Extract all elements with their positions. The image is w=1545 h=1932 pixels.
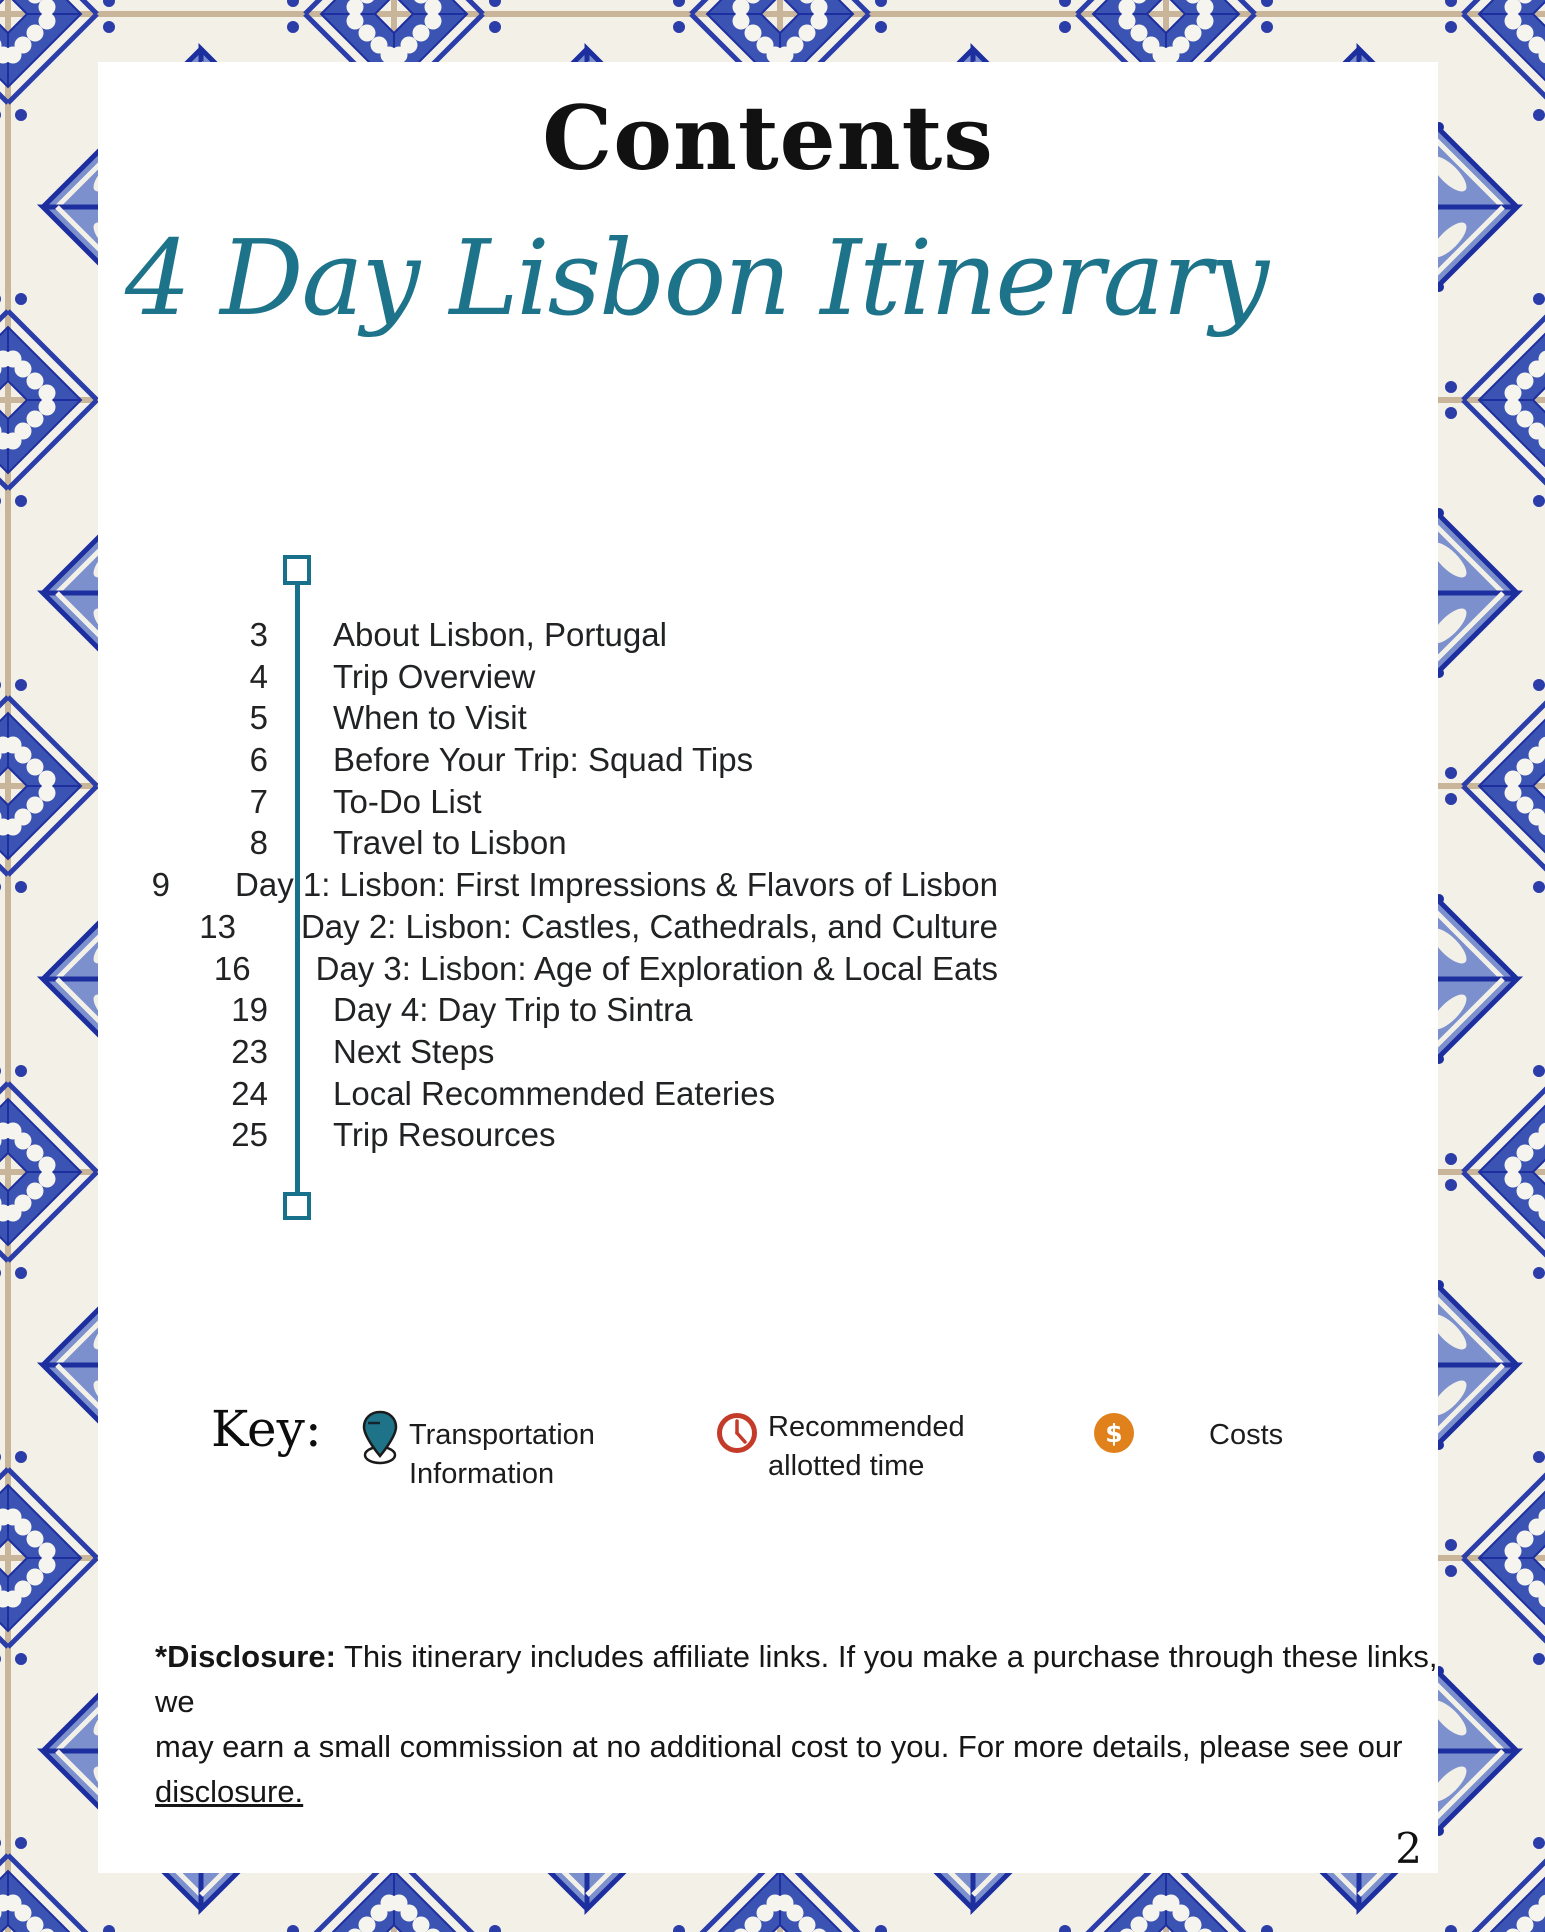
toc-page-number: 5: [249, 699, 268, 737]
toc-row: [98, 739, 998, 781]
toc-row: [98, 1073, 998, 1115]
disclosure-bold-prefix: *Disclosure:: [155, 1639, 336, 1674]
toc-page-number: 24: [231, 1074, 268, 1112]
dollar-icon: [1093, 1412, 1135, 1454]
toc-entry-label: To-Do List: [333, 782, 482, 820]
toc-row: [98, 697, 998, 739]
toc-page-number: 25: [231, 1116, 268, 1154]
toc-page-number: 4: [249, 657, 268, 695]
toc-row: [98, 781, 998, 823]
toc-page-number: 3: [249, 616, 268, 653]
toc-entry-label: Day 4: Day Trip to Sintra: [333, 991, 693, 1029]
content-panel: [98, 62, 1438, 1873]
toc-page-number: 8: [249, 824, 268, 862]
toc-entry-label: When to Visit: [333, 699, 527, 737]
toc-row: [98, 864, 998, 906]
toc-entry-label: Trip Resources: [333, 1116, 556, 1154]
toc-entry-label: Local Recommended Eateries: [333, 1074, 776, 1112]
toc-line-top-square: [283, 555, 311, 585]
key-label-line: Recommended: [768, 1411, 965, 1443]
key-label-line: Transportation: [409, 1419, 595, 1451]
clock-icon: [716, 1412, 758, 1454]
disclosure-link[interactable]: disclosure.: [155, 1774, 304, 1809]
toc-entry-label: Travel to Lisbon: [333, 824, 567, 862]
toc-row: [98, 822, 998, 864]
toc-entry-label: Trip Overview: [333, 657, 536, 695]
toc-page-number: 13: [199, 907, 236, 945]
key-heading: Key:: [211, 1400, 322, 1458]
toc-row: [98, 948, 998, 990]
disclosure-line1: This itinerary includes affiliate links. If you make a purchase through these links, we: [155, 1639, 1438, 1719]
toc-page-number: 19: [231, 991, 268, 1029]
toc-entry-label: About Lisbon, Portugal: [333, 616, 667, 653]
key-label-line: Costs: [1209, 1419, 1284, 1451]
toc-entry-label: Day 1: Lisbon: First Impressions & Flavors of Lisbon: [235, 866, 998, 904]
key-item-allotted-time: [716, 1412, 965, 1486]
toc-page-number: 7: [249, 782, 268, 820]
toc-row: [98, 656, 998, 698]
toc-entry-label: Day 3: Lisbon: Age of Exploration & Local Eats: [315, 949, 998, 987]
toc-row: [98, 1114, 998, 1156]
toc-line-bottom-square: [283, 1192, 311, 1220]
toc-row: [98, 989, 998, 1031]
key-label-line: allotted time: [768, 1450, 925, 1482]
disclosure-line2: may earn a small commission at no additional cost to you. For more details, please see our: [155, 1729, 1403, 1764]
key-item-transportation: [361, 1408, 595, 1494]
disclosure-text: [155, 1634, 1440, 1814]
toc-row: [98, 614, 998, 656]
toc-page-number: 23: [231, 1032, 268, 1070]
page-title: Contents: [542, 86, 994, 190]
toc-row: [98, 1031, 998, 1073]
toc-page-number: 6: [249, 741, 268, 779]
key-item-costs: [1093, 1412, 1283, 1455]
toc-row: [98, 906, 998, 948]
svg-text:$: $: [1105, 1419, 1123, 1448]
toc-entry-label: Before Your Trip: Squad Tips: [333, 741, 754, 779]
page-number: 2: [1395, 1824, 1422, 1873]
key-label-line: Information: [409, 1458, 555, 1490]
toc-page-number: 9: [151, 866, 171, 904]
itinerary-script-subtitle: 4 Day Lisbon Itinerary: [124, 217, 1268, 339]
map-pin-icon: [361, 1408, 401, 1466]
toc-entry-label: Next Steps: [333, 1032, 495, 1070]
table-of-contents: [98, 614, 998, 1156]
toc-entry-label: Day 2: Lisbon: Castles, Cathedrals, and Culture: [300, 907, 998, 945]
toc-page-number: 16: [213, 949, 251, 987]
